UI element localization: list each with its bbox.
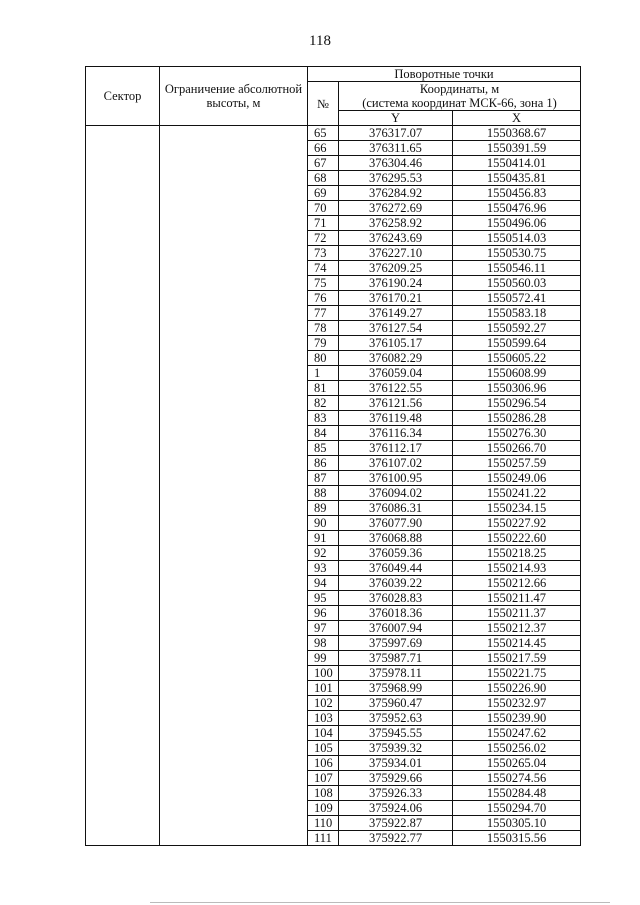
cell-x: 1550249.06 [453,471,581,486]
cell-y: 375926.33 [339,786,453,801]
cell-y: 376295.53 [339,171,453,186]
cell-y: 376272.69 [339,201,453,216]
cell-y: 376028.83 [339,591,453,606]
cell-point-number: 90 [308,516,339,531]
cell-y: 376122.55 [339,381,453,396]
cell-point-number: 84 [308,426,339,441]
cell-y: 376068.88 [339,531,453,546]
cell-x: 1550572.41 [453,291,581,306]
cell-point-number: 105 [308,741,339,756]
cell-point-number: 65 [308,126,339,141]
header-sector: Сектор [86,67,160,126]
cell-point-number: 70 [308,201,339,216]
cell-y: 375997.69 [339,636,453,651]
cell-x: 1550234.15 [453,501,581,516]
cell-x: 1550276.30 [453,426,581,441]
cell-sector [86,126,160,846]
table-row [86,126,581,141]
cell-y: 375968.99 [339,681,453,696]
cell-point-number: 68 [308,171,339,186]
cell-y: 376077.90 [339,516,453,531]
cell-x: 1550608.99 [453,366,581,381]
cell-y: 376112.17 [339,441,453,456]
cell-x: 1550265.04 [453,756,581,771]
cell-y: 376094.02 [339,486,453,501]
cell-point-number: 99 [308,651,339,666]
cell-x: 1550560.03 [453,276,581,291]
cell-y: 376127.54 [339,321,453,336]
cell-y: 376243.69 [339,231,453,246]
cell-point-number: 67 [308,156,339,171]
cell-y: 376190.24 [339,276,453,291]
cell-point-number: 110 [308,816,339,831]
header-height-limit: Ограничение абсолютной высоты, м [160,67,308,126]
cell-x: 1550592.27 [453,321,581,336]
cell-x: 1550284.48 [453,786,581,801]
cell-y: 375934.01 [339,756,453,771]
cell-point-number: 92 [308,546,339,561]
cell-x: 1550306.96 [453,381,581,396]
cell-point-number: 77 [308,306,339,321]
cell-x: 1550232.97 [453,696,581,711]
page-bottom-line [150,902,610,903]
cell-y: 375987.71 [339,651,453,666]
cell-x: 1550214.93 [453,561,581,576]
cell-point-number: 78 [308,321,339,336]
cell-x: 1550274.56 [453,771,581,786]
header-coordinates: Координаты, м [339,82,581,97]
cell-point-number: 82 [308,396,339,411]
cell-point-number: 87 [308,471,339,486]
cell-x: 1550286.28 [453,411,581,426]
table-body [86,126,581,846]
cell-x: 1550496.06 [453,216,581,231]
cell-point-number: 79 [308,336,339,351]
cell-y: 376317.07 [339,126,453,141]
cell-y: 376049.44 [339,561,453,576]
cell-y: 376059.04 [339,366,453,381]
cell-x: 1550530.75 [453,246,581,261]
cell-x: 1550214.45 [453,636,581,651]
cell-y: 375939.32 [339,741,453,756]
cell-x: 1550456.83 [453,186,581,201]
coordinates-table [85,66,581,846]
cell-point-number: 93 [308,561,339,576]
cell-point-number: 94 [308,576,339,591]
header-coordinate-system: (система координат МСК-66, зона 1) [339,96,581,111]
header-number: № [308,82,339,126]
cell-point-number: 72 [308,231,339,246]
cell-point-number: 106 [308,756,339,771]
cell-x: 1550605.22 [453,351,581,366]
cell-y: 376121.56 [339,396,453,411]
cell-y: 376119.48 [339,411,453,426]
cell-x: 1550546.11 [453,261,581,276]
cell-x: 1550212.66 [453,576,581,591]
cell-y: 376149.27 [339,306,453,321]
cell-x: 1550305.10 [453,816,581,831]
cell-point-number: 108 [308,786,339,801]
cell-x: 1550222.60 [453,531,581,546]
cell-point-number: 96 [308,606,339,621]
cell-x: 1550294.70 [453,801,581,816]
cell-y: 376258.92 [339,216,453,231]
cell-y: 376304.46 [339,156,453,171]
cell-y: 375922.87 [339,816,453,831]
cell-point-number: 1 [308,366,339,381]
cell-x: 1550239.90 [453,711,581,726]
cell-point-number: 111 [308,831,339,846]
cell-y: 376116.34 [339,426,453,441]
cell-x: 1550211.37 [453,606,581,621]
cell-y: 376059.36 [339,546,453,561]
cell-point-number: 76 [308,291,339,306]
cell-point-number: 83 [308,411,339,426]
cell-x: 1550435.81 [453,171,581,186]
cell-y: 376100.95 [339,471,453,486]
cell-point-number: 75 [308,276,339,291]
cell-x: 1550583.18 [453,306,581,321]
cell-y: 376284.92 [339,186,453,201]
cell-y: 376007.94 [339,621,453,636]
cell-x: 1550315.56 [453,831,581,846]
cell-point-number: 74 [308,261,339,276]
cell-x: 1550368.67 [453,126,581,141]
cell-x: 1550218.25 [453,546,581,561]
cell-y: 376018.36 [339,606,453,621]
cell-point-number: 66 [308,141,339,156]
cell-x: 1550599.64 [453,336,581,351]
cell-point-number: 109 [308,801,339,816]
cell-point-number: 69 [308,186,339,201]
cell-point-number: 71 [308,216,339,231]
cell-x: 1550514.03 [453,231,581,246]
cell-x: 1550247.62 [453,726,581,741]
cell-point-number: 89 [308,501,339,516]
cell-height-limit [160,126,308,846]
cell-x: 1550212.37 [453,621,581,636]
cell-x: 1550414.01 [453,156,581,171]
page-number: 118 [309,33,331,49]
cell-point-number: 81 [308,381,339,396]
cell-y: 375945.55 [339,726,453,741]
cell-point-number: 104 [308,726,339,741]
header-y: Y [339,111,453,126]
cell-point-number: 101 [308,681,339,696]
cell-point-number: 91 [308,531,339,546]
cell-x: 1550296.54 [453,396,581,411]
cell-y: 376082.29 [339,351,453,366]
cell-point-number: 86 [308,456,339,471]
cell-point-number: 88 [308,486,339,501]
cell-y: 376086.31 [339,501,453,516]
cell-point-number: 103 [308,711,339,726]
cell-x: 1550221.75 [453,666,581,681]
cell-x: 1550256.02 [453,741,581,756]
cell-y: 375922.77 [339,831,453,846]
cell-y: 376227.10 [339,246,453,261]
cell-y: 375952.63 [339,711,453,726]
cell-y: 376311.65 [339,141,453,156]
cell-x: 1550257.59 [453,456,581,471]
cell-x: 1550476.96 [453,201,581,216]
cell-point-number: 73 [308,246,339,261]
cell-point-number: 107 [308,771,339,786]
cell-y: 376107.02 [339,456,453,471]
cell-y: 376209.25 [339,261,453,276]
cell-x: 1550391.59 [453,141,581,156]
cell-x: 1550241.22 [453,486,581,501]
cell-point-number: 85 [308,441,339,456]
cell-x: 1550211.47 [453,591,581,606]
cell-y: 375924.06 [339,801,453,816]
cell-y: 376170.21 [339,291,453,306]
cell-x: 1550226.90 [453,681,581,696]
cell-point-number: 97 [308,621,339,636]
cell-point-number: 80 [308,351,339,366]
cell-x: 1550266.70 [453,441,581,456]
cell-y: 376105.17 [339,336,453,351]
cell-x: 1550217.59 [453,651,581,666]
cell-point-number: 102 [308,696,339,711]
cell-point-number: 100 [308,666,339,681]
header-x: X [453,111,581,126]
cell-point-number: 98 [308,636,339,651]
cell-x: 1550227.92 [453,516,581,531]
cell-y: 375929.66 [339,771,453,786]
cell-y: 375978.11 [339,666,453,681]
cell-point-number: 95 [308,591,339,606]
header-turning-points: Поворотные точки [308,67,581,82]
cell-y: 376039.22 [339,576,453,591]
cell-y: 375960.47 [339,696,453,711]
